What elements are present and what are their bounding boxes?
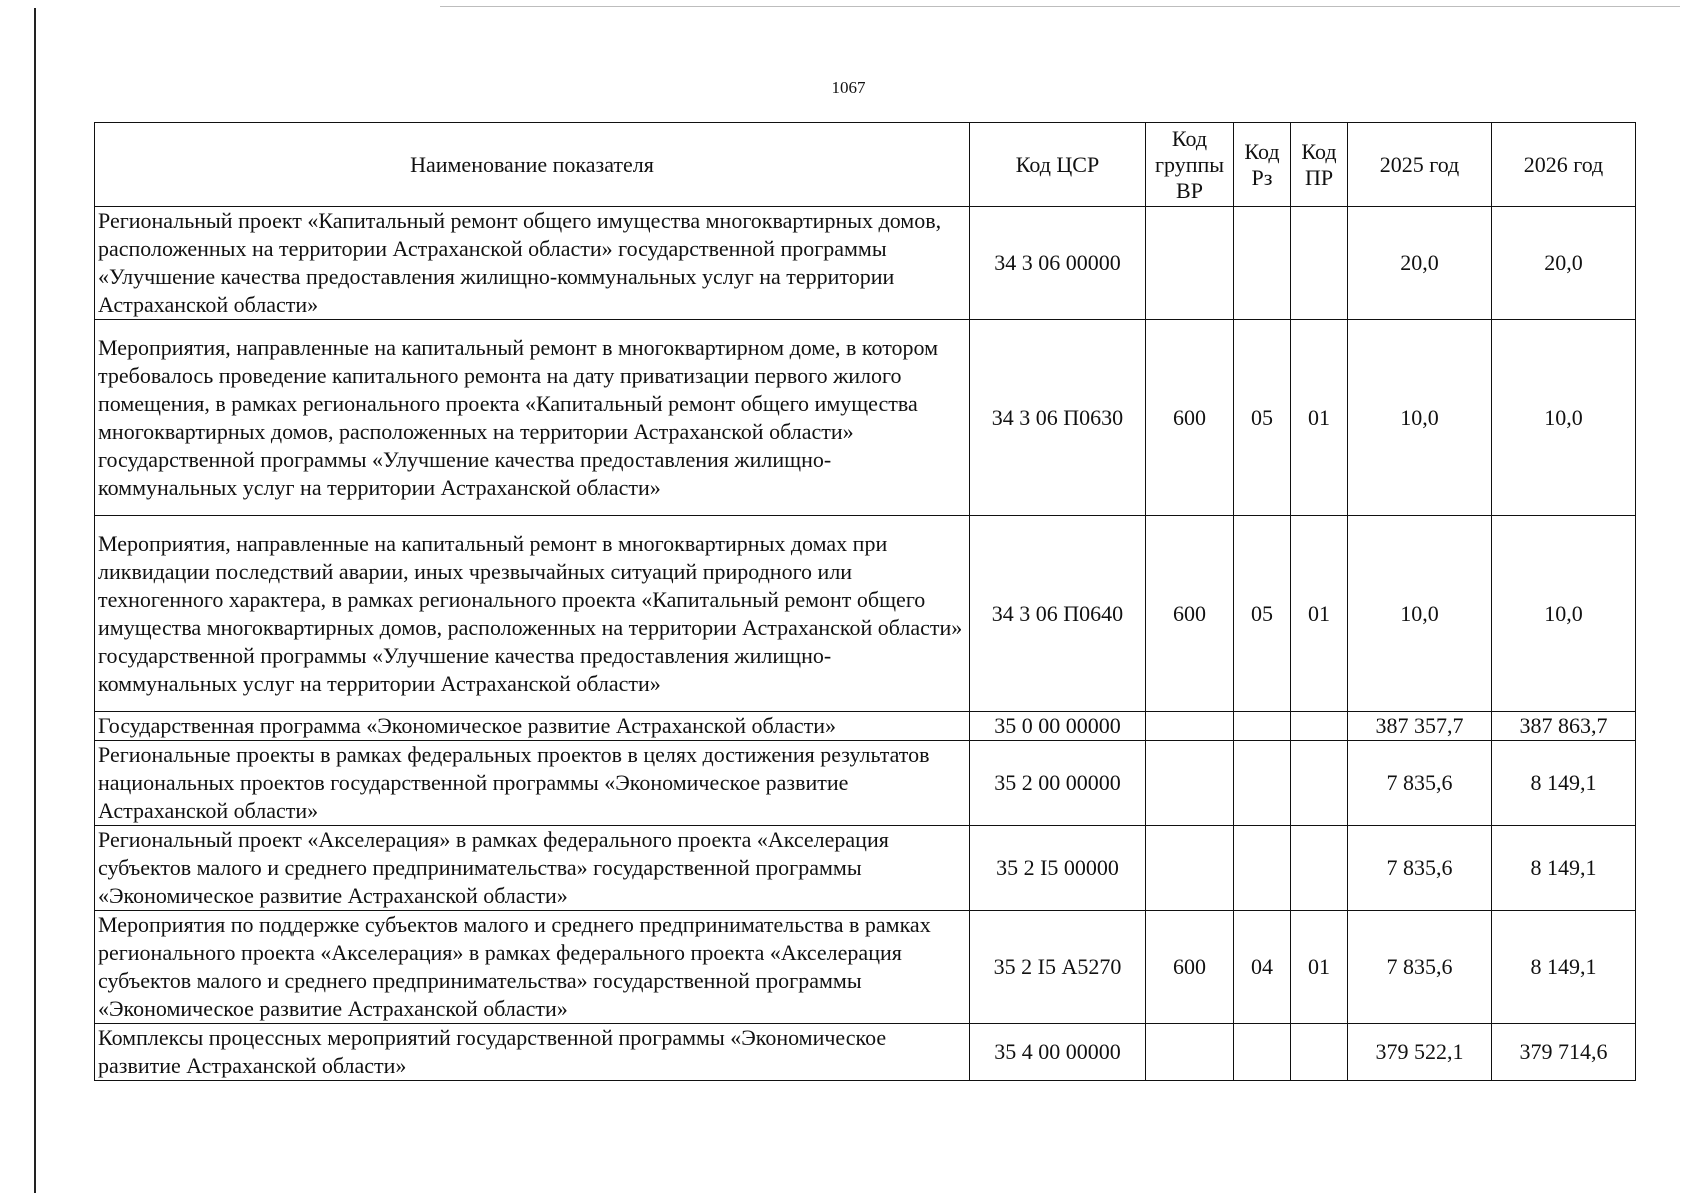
cell-rz (1234, 826, 1291, 911)
cell-pr (1291, 712, 1348, 741)
cell-vr (1146, 826, 1234, 911)
cell-csr: 34 3 06 00000 (970, 207, 1146, 320)
cell-pr (1291, 741, 1348, 826)
cell-2025: 20,0 (1348, 207, 1492, 320)
cell-2026: 10,0 (1492, 516, 1636, 712)
cell-vr: 600 (1146, 320, 1234, 516)
page-number: 1067 (831, 78, 866, 97)
cell-2025: 387 357,7 (1348, 712, 1492, 741)
cell-name: Мероприятия по поддержке субъектов малого и среднего предпринимательства в рамках регионального проекта «Акселерация» в рамках федерального проекта «Акселерация субъектов малого и среднего предпринимательства» государственной программы «Экономическое развитие Астраханской области» (95, 911, 970, 1024)
header-vr: Код группы ВР (1146, 123, 1234, 207)
cell-name: Региональные проекты в рамках федеральных проектов в целях достижения результатов национальных проектов государственной программы «Экономическое развитие Астраханской области» (95, 741, 970, 826)
cell-pr: 01 (1291, 516, 1348, 712)
cell-pr (1291, 1024, 1348, 1081)
cell-rz: 05 (1234, 320, 1291, 516)
cell-csr: 34 3 06 П0630 (970, 320, 1146, 516)
cell-csr: 35 2 I5 А5270 (970, 911, 1146, 1024)
cell-2025: 7 835,6 (1348, 826, 1492, 911)
table-row (95, 207, 1636, 320)
budget-table (94, 122, 1636, 1081)
table-row (95, 1024, 1636, 1081)
cell-rz (1234, 207, 1291, 320)
cell-name: Государственная программа «Экономическое развитие Астраханской области» (95, 712, 970, 741)
cell-vr (1146, 741, 1234, 826)
cell-rz (1234, 741, 1291, 826)
cell-2026: 20,0 (1492, 207, 1636, 320)
cell-rz (1234, 712, 1291, 741)
cell-name: Комплексы процессных мероприятий государственной программы «Экономическое развитие Астраханской области» (95, 1024, 970, 1081)
cell-2025: 10,0 (1348, 320, 1492, 516)
page-binding-line (34, 8, 36, 1193)
cell-vr: 600 (1146, 911, 1234, 1024)
table-row (95, 826, 1636, 911)
cell-csr: 35 4 00 00000 (970, 1024, 1146, 1081)
cell-vr (1146, 1024, 1234, 1081)
table-row (95, 911, 1636, 1024)
header-2026: 2026 год (1492, 123, 1636, 207)
cell-csr: 35 0 00 00000 (970, 712, 1146, 741)
header-rz: Код Рз (1234, 123, 1291, 207)
header-2025: 2025 год (1348, 123, 1492, 207)
cell-csr: 35 2 00 00000 (970, 741, 1146, 826)
cell-2025: 7 835,6 (1348, 911, 1492, 1024)
cell-name: Мероприятия, направленные на капитальный ремонт в многоквартирных домах при ликвидации последствий аварии, иных чрезвычайных ситуаций природного или техногенного характера, в рамках регионального проекта «Капитальный ремонт общего имущества многоквартирных домов, расположенных на территории Астраханской области» государственной программы «Улучшение качества предоставления жилищно-коммунальных услуг на территории Астраханской области» (95, 516, 970, 712)
cell-name: Региональный проект «Акселерация» в рамках федерального проекта «Акселерация субъектов малого и среднего предпринимательства» государственной программы «Экономическое развитие Астраханской области» (95, 826, 970, 911)
cell-pr (1291, 826, 1348, 911)
cell-2025: 379 522,1 (1348, 1024, 1492, 1081)
table-row (95, 516, 1636, 712)
cell-2026: 8 149,1 (1492, 911, 1636, 1024)
cell-name: Мероприятия, направленные на капитальный ремонт в многоквартирном доме, в котором требовалось проведение капитального ремонта на дату приватизации первого жилого помещения, в рамках регионального проекта «Капитальный ремонт общего имущества многоквартирных домов, расположенных на территории Астраханской области» государственной программы «Улучшение качества предоставления жилищно-коммунальных услуг на территории Астраханской области» (95, 320, 970, 516)
cell-pr: 01 (1291, 911, 1348, 1024)
cell-name: Региональный проект «Капитальный ремонт общего имущества многоквартирных домов, расположенных на территории Астраханской области» государственной программы «Улучшение качества предоставления жилищно-коммунальных услуг на территории Астраханской области» (95, 207, 970, 320)
cell-2026: 8 149,1 (1492, 826, 1636, 911)
table-row (95, 320, 1636, 516)
cell-2026: 8 149,1 (1492, 741, 1636, 826)
cell-vr (1146, 712, 1234, 741)
table-row (95, 712, 1636, 741)
cell-2026: 387 863,7 (1492, 712, 1636, 741)
table-row (95, 741, 1636, 826)
header-pr: Код ПР (1291, 123, 1348, 207)
cell-csr: 34 3 06 П0640 (970, 516, 1146, 712)
cell-pr: 01 (1291, 320, 1348, 516)
header-csr: Код ЦСР (970, 123, 1146, 207)
cell-2025: 10,0 (1348, 516, 1492, 712)
cell-vr (1146, 207, 1234, 320)
cell-rz: 05 (1234, 516, 1291, 712)
cell-rz: 04 (1234, 911, 1291, 1024)
cell-pr (1291, 207, 1348, 320)
cell-2026: 10,0 (1492, 320, 1636, 516)
scan-artifact-line (440, 6, 1680, 7)
table-header-row (95, 123, 1636, 207)
header-name: Наименование показателя (95, 123, 970, 207)
cell-vr: 600 (1146, 516, 1234, 712)
cell-rz (1234, 1024, 1291, 1081)
cell-csr: 35 2 I5 00000 (970, 826, 1146, 911)
cell-2026: 379 714,6 (1492, 1024, 1636, 1081)
cell-2025: 7 835,6 (1348, 741, 1492, 826)
